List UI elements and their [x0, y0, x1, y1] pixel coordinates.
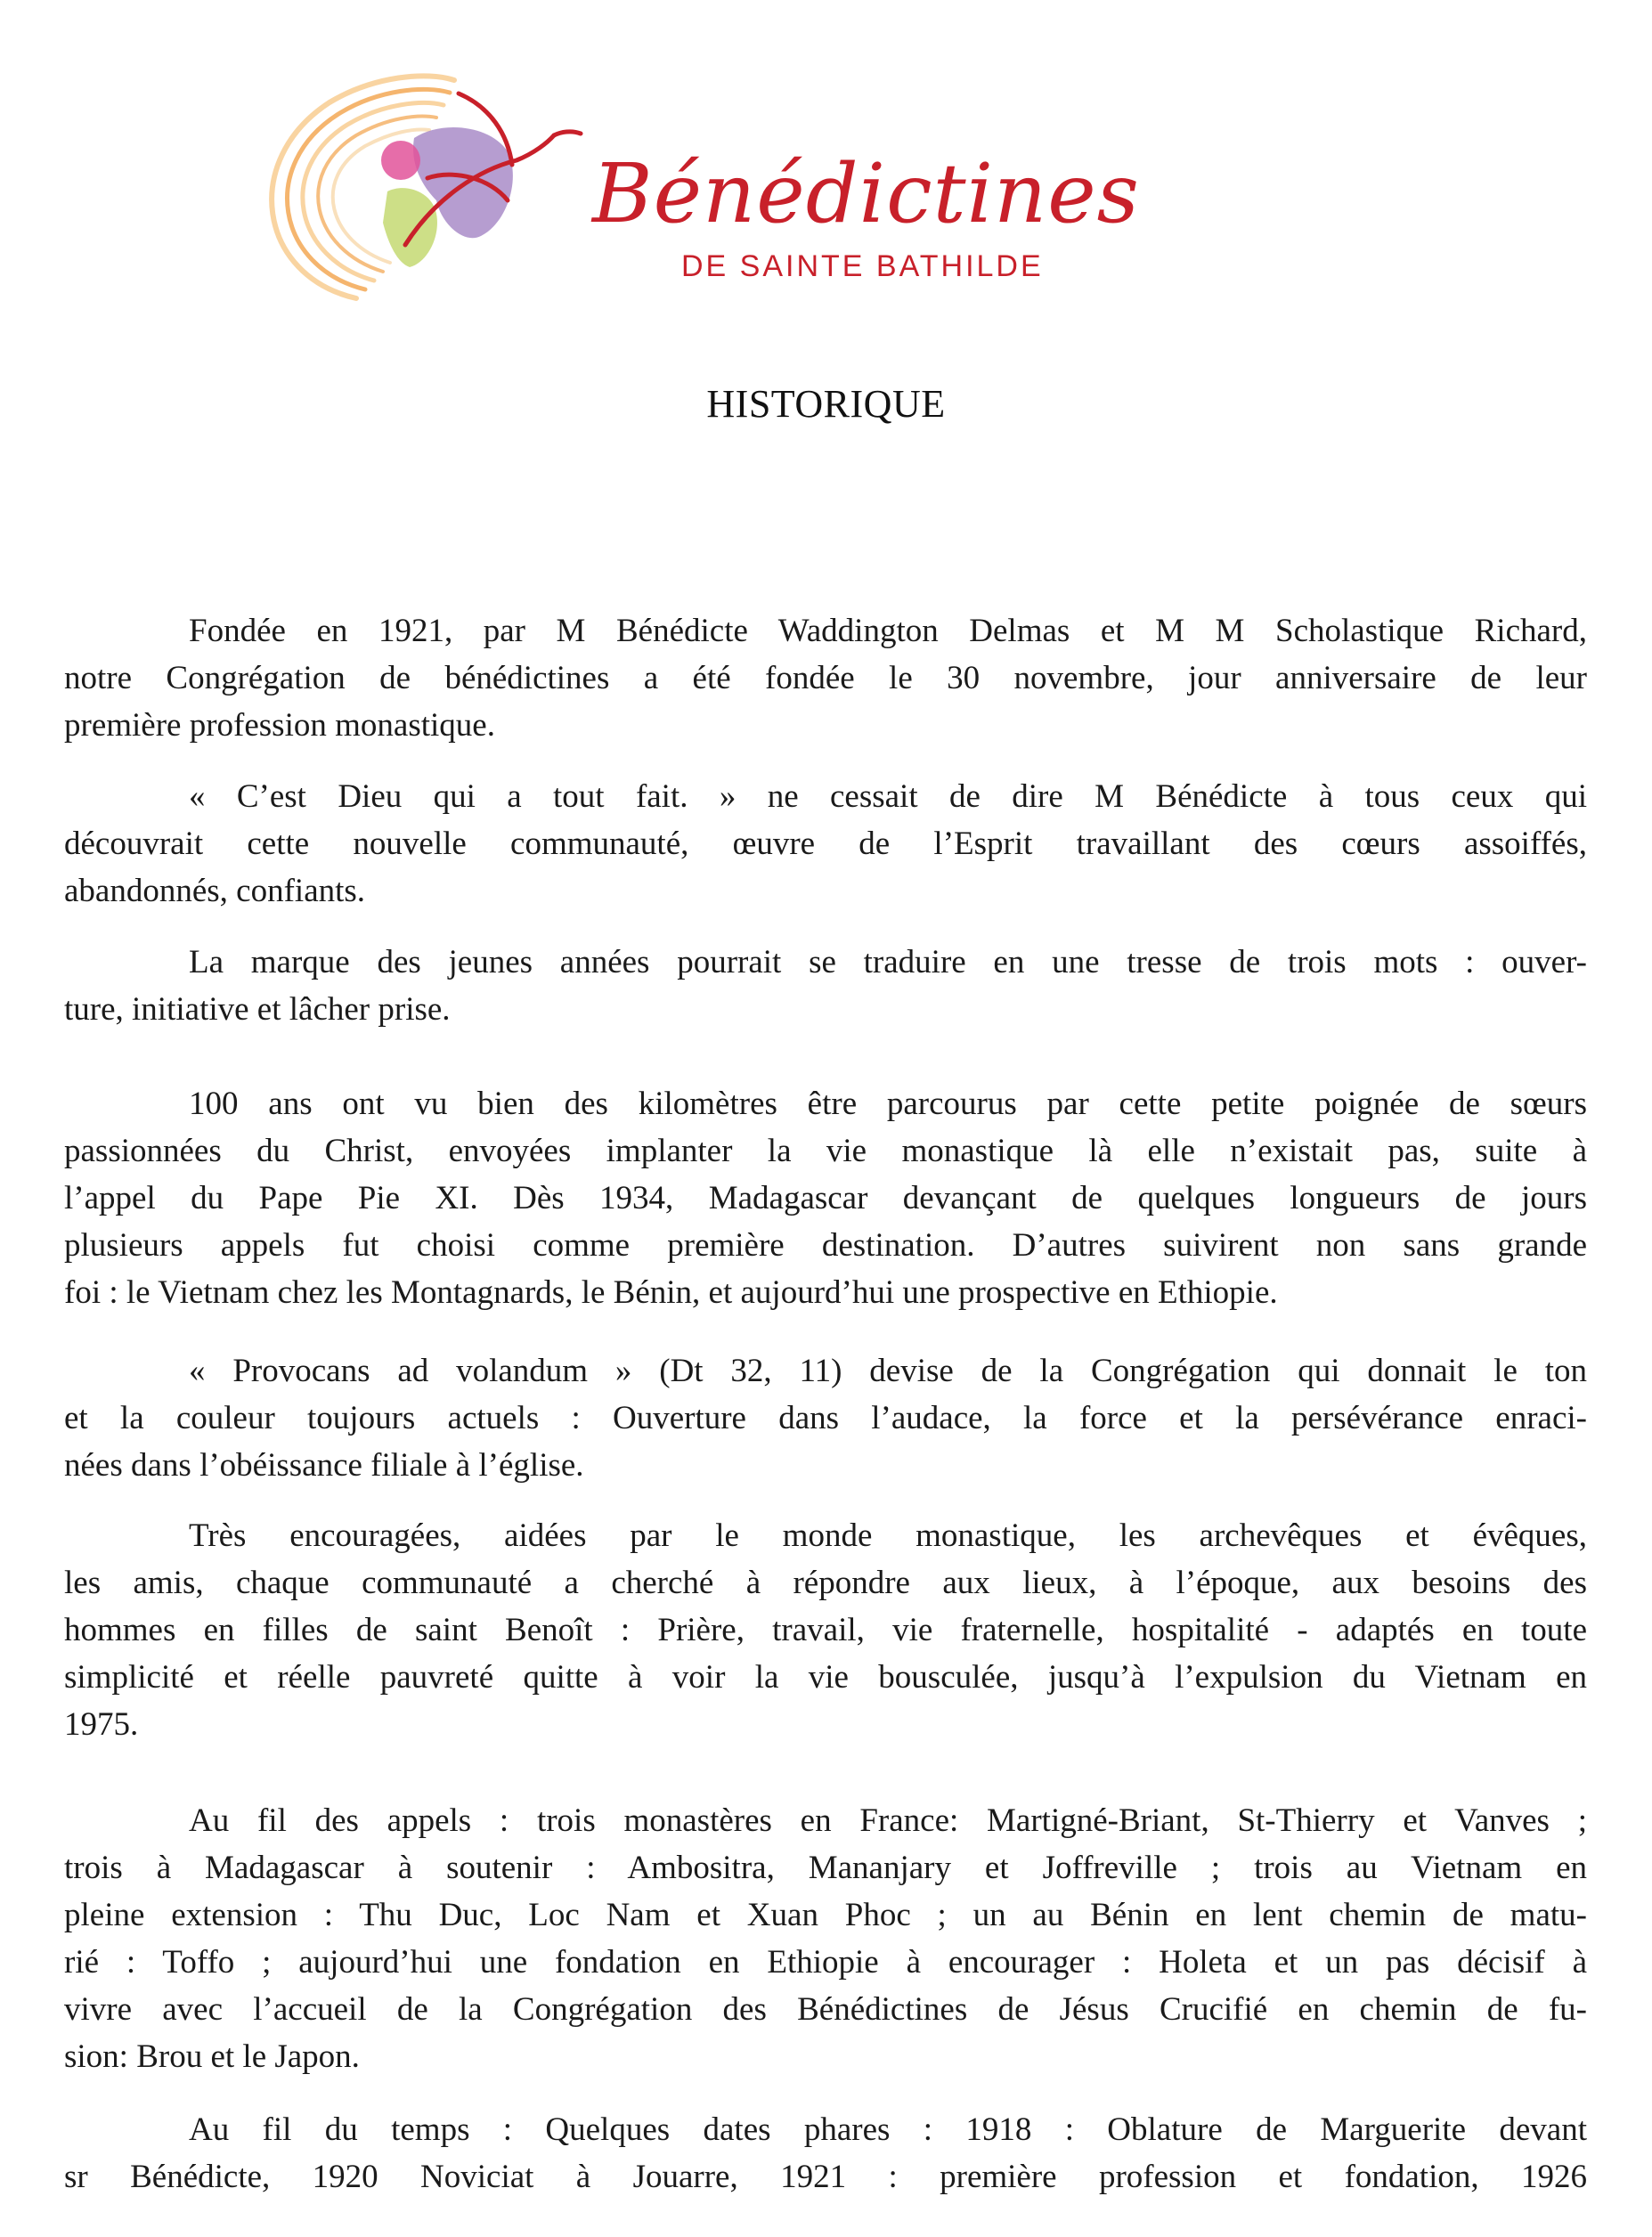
paragraph-line: « C’est Dieu qui a tout fait. » ne cessait de dire M Bénédicte à tous ceux qui: [189, 778, 1587, 815]
paragraph-line: passionnées du Christ, envoyées implanter la vie monastique là elle n’existait pas, suite à: [64, 1133, 1587, 1169]
logo-subtitle: DE SAINTE BATHILDE: [681, 249, 1044, 283]
paragraph: [64, 1512, 1587, 1748]
paragraph-line: première profession monastique.: [64, 707, 495, 744]
paragraph: [64, 607, 1587, 749]
paragraph-line: plusieurs appels fut choisi comme première destination. D’autres suivirent non sans grande: [64, 1227, 1587, 1264]
paragraph-line: abandonnés, confiants.: [64, 873, 366, 909]
paragraph-line: nées dans l’obéissance filiale à l’église.: [64, 1447, 584, 1484]
paragraph-line: hommes en filles de saint Benoît : Prière, travail, vie fraternelle, hospitalité - adaptés en toute: [64, 1612, 1587, 1648]
paragraph: [64, 1797, 1587, 2080]
paragraph: [64, 773, 1587, 915]
paragraph-line: vivre avec l’accueil de la Congrégation des Bénédictines de Jésus Crucifié en chemin de fu-: [64, 1991, 1587, 2028]
logo: [223, 53, 1256, 312]
paragraph-line: ture, initiative et lâcher prise.: [64, 991, 451, 1028]
paragraph-line: découvrait cette nouvelle communauté, œuvre de l’Esprit travaillant des cœurs assoiffés,: [64, 826, 1587, 862]
paragraph-line: Au fil des appels : trois monastères en France: Martigné-Briant, St-Thierry et Vanves ;: [189, 1802, 1587, 1839]
page-title: HISTORIQUE: [706, 382, 946, 426]
paragraph-line: 100 ans ont vu bien des kilomètres être parcourus par cette petite poignée de sœurs: [189, 1086, 1587, 1122]
logo-title: Bénédictines: [592, 146, 1140, 241]
paragraph-line: sr Bénédicte, 1920 Noviciat à Jouarre, 1921 : première profession et fondation, 1926: [64, 2159, 1587, 2195]
paragraph-line: les amis, chaque communauté a cherché à répondre aux lieux, à l’époque, aux besoins des: [64, 1565, 1587, 1601]
paragraph-line: trois à Madagascar à soutenir : Ambositra, Mananjary et Joffreville ; trois au Vietnam en: [64, 1850, 1587, 1886]
paragraph-line: Très encouragées, aidées par le monde monastique, les archevêques et évêques,: [189, 1517, 1587, 1554]
paragraph-line: Au fil du temps : Quelques dates phares : 1918 : Oblature de Marguerite devant: [189, 2111, 1587, 2148]
paragraph-line: La marque des jeunes années pourrait se traduire en une tresse de trois mots : ouver-: [189, 944, 1587, 980]
paragraph-line: pleine extension : Thu Duc, Loc Nam et Xuan Phoc ; un au Bénin en lent chemin de matu-: [64, 1897, 1587, 1933]
paragraph: [64, 939, 1587, 1033]
paragraph-line: rié : Toffo ; aujourd’hui une fondation en Ethiopie à encourager : Holeta et un pas décisif à: [64, 1944, 1587, 1981]
paragraph: [64, 1080, 1587, 1316]
globe-dove-emblem-icon: [223, 53, 597, 312]
paragraph: [64, 2106, 1587, 2200]
paragraph-line: Fondée en 1921, par M Bénédicte Waddington Delmas et M M Scholastique Richard,: [189, 613, 1587, 649]
paragraph-line: notre Congrégation de bénédictines a été fondée le 30 novembre, jour anniversaire de leur: [64, 660, 1587, 696]
paragraph-line: et la couleur toujours actuels : Ouverture dans l’audace, la force et la persévérance enraci-: [64, 1400, 1587, 1436]
paragraph-line: 1975.: [64, 1706, 139, 1743]
paragraph-line: « Provocans ad volandum » (Dt 32, 11) devise de la Congrégation qui donnait le ton: [189, 1353, 1587, 1389]
paragraph-line: foi : le Vietnam chez les Montagnards, le Bénin, et aujourd’hui une prospective en Ethiopie.: [64, 1274, 1278, 1311]
paragraph-line: sion: Brou et le Japon.: [64, 2038, 360, 2075]
paragraph-line: simplicité et réelle pauvreté quitte à voir la vie bousculée, jusqu’à l’expulsion du Vietnam en: [64, 1659, 1587, 1696]
paragraph-line: l’appel du Pape Pie XI. Dès 1934, Madagascar devançant de quelques longueurs de jours: [64, 1180, 1587, 1216]
paragraph: [64, 1347, 1587, 1489]
